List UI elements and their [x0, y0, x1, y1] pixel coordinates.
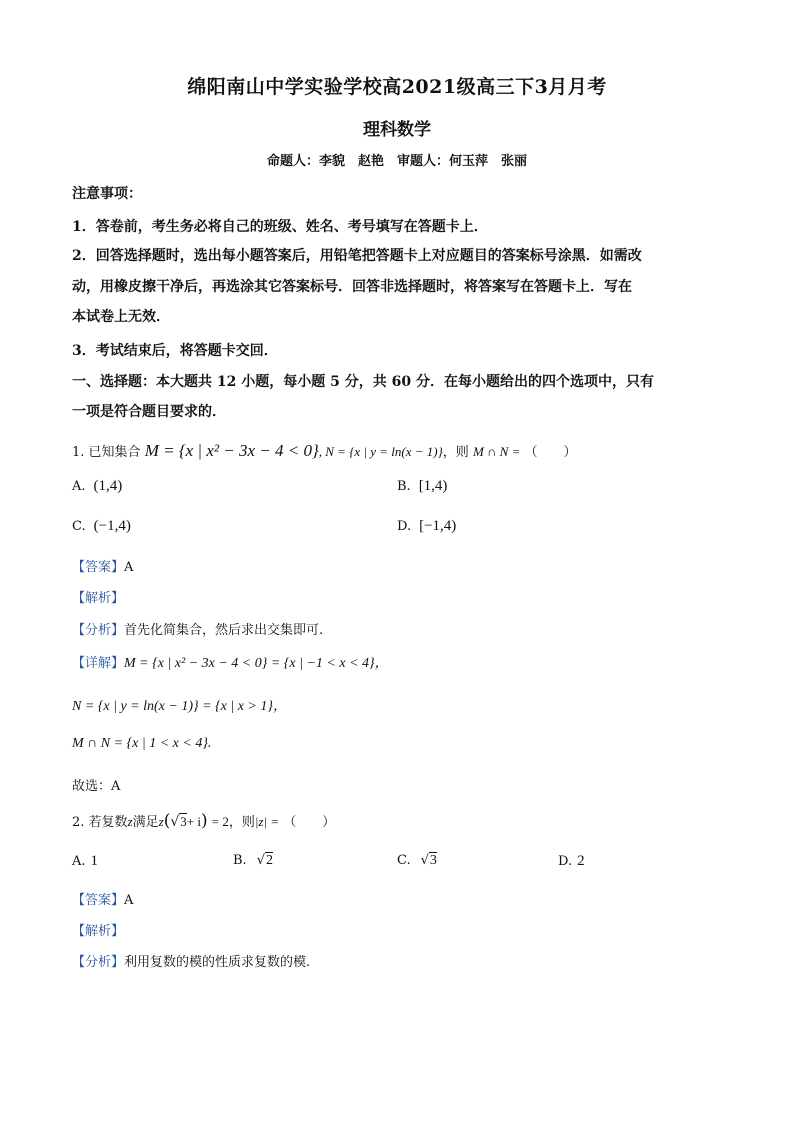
q2-option-c-value: 3 [429, 853, 437, 868]
question-2-then: ，则 [228, 815, 255, 830]
section-heading-line-1: 一、选择题：本大题共 12 小题，每小题 5 分，共 60 分．在每小题给出的四个选项中，只有 [72, 374, 654, 390]
q1-detail-step-3: M ∩ N = {x | 1 < x < 4}. [72, 736, 212, 751]
q1-option-d-label: D. [397, 519, 412, 534]
q2-answer-tag: 【答案】 [72, 893, 125, 908]
q2-fenxi-text: 利用复数的模的性质求复数的模. [124, 955, 311, 970]
q2-answer [72, 889, 133, 908]
q2-option-d-label: D. [558, 854, 573, 869]
question-2-prefix: 2. 若复数 [72, 815, 128, 830]
q2-analysis [72, 920, 124, 939]
note-item-3: 3．考试结束后，将答题卡交回． [72, 343, 278, 359]
note-item-2-line-1: 2．回答选择题时，选出每小题答案后，用铅笔把答题卡上对应题目的答案标号涂黑．如需改 [72, 248, 642, 264]
q1-option-b [397, 478, 447, 495]
question-1 [72, 441, 577, 461]
section-heading-line-2: 一项是符合题目要求的． [72, 404, 226, 420]
note-item-2-line-3: 本试卷上无效． [72, 309, 170, 325]
q1-fenxi-text: 首先化简集合，然后求出交集即可. [124, 623, 324, 638]
q2-fenxi-tag: 【分析】 [72, 955, 125, 970]
q2-option-d-value: 2 [577, 853, 585, 869]
q1-option-c-value: (−1,4) [93, 518, 131, 534]
q1-detail-step-1 [72, 652, 389, 672]
q1-option-a [72, 478, 122, 495]
question-2-mod: |z| = [254, 814, 280, 829]
q1-option-d [397, 518, 456, 535]
question-2: 2. 若复数z满足z(√3+ i) = 2，则|z| = （ ） [72, 811, 336, 831]
question-1-mid: ，则 [442, 445, 469, 460]
q2-option-c-label: C. [397, 853, 411, 868]
q2-option-a [72, 853, 98, 870]
q2-option-c: C. √3 [397, 853, 437, 868]
q1-step-1-text: M = {x | x² − 3x − 4 < 0} = {x | −1 < x < 4}， [124, 656, 389, 671]
q1-option-a-label: A. [72, 479, 86, 494]
q1-option-b-value: [1,4) [418, 478, 448, 494]
q1-option-a-value: (1,4) [93, 478, 123, 494]
q2-answer-value: A [124, 893, 134, 908]
q1-detail-tag: 【详解】 [72, 656, 125, 671]
q1-option-c [72, 518, 131, 535]
q2-option-b-value: 2 [265, 853, 273, 868]
q2-analysis-tag: 【解析】 [72, 924, 125, 939]
q1-answer-tag: 【答案】 [72, 560, 125, 575]
q1-choose: 故选：A [72, 779, 121, 794]
q2-fenxi [72, 951, 310, 970]
q1-analysis-tag: 【解析】 [72, 591, 125, 606]
q2-option-a-value: 1 [90, 853, 99, 869]
q1-fenxi [72, 619, 323, 638]
q2-option-b-label: B. [233, 853, 247, 868]
question-2-mid: 满足 [132, 815, 159, 830]
q1-fenxi-tag: 【分析】 [72, 623, 125, 638]
q2-option-d [558, 853, 585, 870]
q1-option-d-value: [−1,4) [419, 518, 457, 534]
question-2-sqrt-arg: 3 [180, 814, 187, 829]
q1-answer [72, 556, 133, 575]
q2-option-b: B. √2 [233, 853, 273, 868]
q1-option-b-label: B. [397, 479, 411, 494]
note-item-2-line-2: 动，用橡皮擦干净后，再选涂其它答案标号．回答非选择题时，将答案写在答题卡上．写在 [72, 279, 632, 295]
exam-subject: 理科数学 [363, 120, 431, 140]
q2-option-a-label: A. [72, 854, 86, 869]
question-1-set-n: , N = {x | y = ln(x − 1)} [318, 444, 443, 459]
question-2-eq-left: z [158, 814, 164, 829]
question-1-prefix: 1. 已知集合 [72, 445, 141, 460]
question-1-set-m: M = {x | x² − 3x − 4 < 0} [144, 441, 319, 460]
exam-title: 绵阳南山中学实验学校高2021级高三下3月月考 [187, 76, 607, 98]
q1-detail-step-2: N = {x | y = ln(x − 1)} = {x | x > 1}， [72, 699, 287, 714]
question-2-var: z [127, 814, 133, 829]
q1-answer-value: A [124, 560, 134, 575]
question-2-eq-plus: + i [186, 814, 201, 829]
q1-analysis [72, 587, 124, 606]
question-1-expr: M ∩ N = [472, 444, 521, 459]
question-2-eq-right: = 2 [211, 814, 229, 829]
exam-authors: 命题人：李貌 赵艳 审题人：何玉萍 张丽 [266, 154, 527, 169]
question-1-blank: （ ） [524, 445, 577, 460]
notes-heading: 注意事项： [72, 186, 142, 202]
note-item-1: 1．答卷前，考生务必将自己的班级、姓名、考号填写在答题卡上． [72, 219, 488, 235]
q1-option-c-label: C. [72, 519, 86, 534]
question-2-blank: （ ） [283, 815, 336, 830]
